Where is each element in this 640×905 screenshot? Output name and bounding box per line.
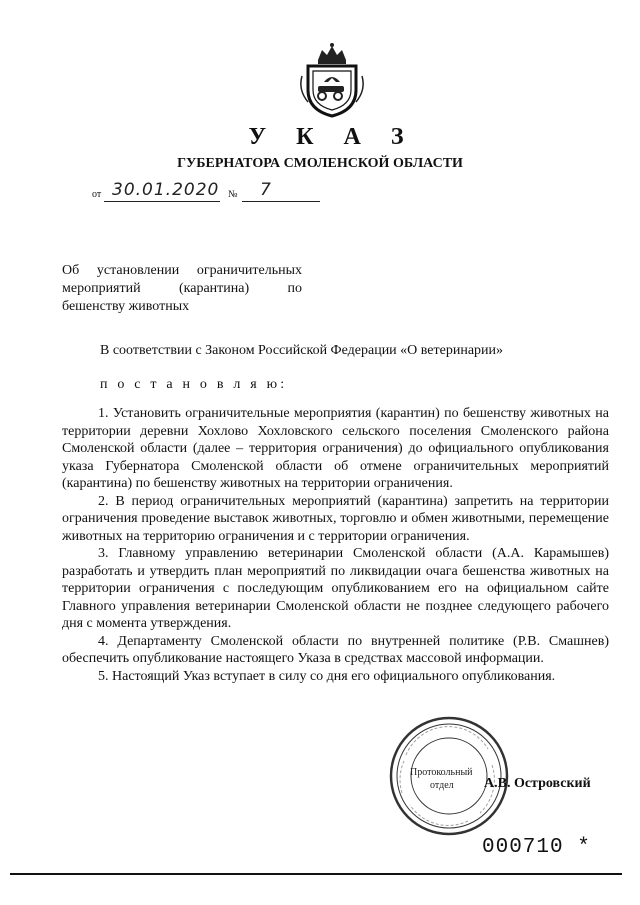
number-value: 7 (260, 180, 272, 200)
paragraph: 3. Главному управлению ветеринарии Смоленской области (А.А. Карамышев) разработать и утвердить план мероприятий по ликвидации очага бешенства животных на территории ограничения с последующим опубликованием его на официальном сайте Главного управления ветеринарии Смоленской области не позднее следующего рабочего дня с момента утверждения. (62, 546, 609, 631)
date-prefix: от (92, 189, 102, 200)
seal-center-line: Протокольный (410, 767, 473, 778)
decree-body (62, 405, 609, 685)
date-value: 30.01.2020 (112, 180, 220, 200)
paragraph: 5. Настоящий Указ вступает в силу со дня его официального опубликования. (98, 668, 556, 684)
subject-line: мероприятий (карантина) по (62, 281, 302, 296)
number-label: № (228, 189, 238, 200)
resolve-word: п о с т а н о в л я ю: (100, 377, 288, 392)
preamble: В соответствии с Законом Российской Федерации «О ветеринарии» (100, 343, 504, 358)
signatory-name: А.В. Островский (484, 776, 591, 791)
subject-line: Об установлении ограничительных (62, 263, 302, 278)
number-underline (242, 201, 320, 202)
paragraph: 2. В период ограничительных мероприятий (карантина) запретить на территории ограничения проведение выставок животных, торговлю и обмен животными, перемещение животных на территорию ограничения и с территории ограничения. (62, 493, 609, 544)
decree-subject (62, 262, 302, 316)
document-title: У К А З (248, 124, 416, 150)
issuer-title: ГУБЕРНАТОРА СМОЛЕНСКОЙ ОБЛАСТИ (177, 156, 463, 171)
footer-rule (10, 873, 622, 875)
paragraph: 1. Установить ограничительные мероприятия (карантин) по бешенству животных на территории деревни Хохлово Хохловского сельского поселения Смоленского района Смоленской области (далее – территория ограничения) до официального опубликования указа Губернатора Смоленской области об отмене ограничительных мероприятий (карантина) по бешенству животных на территории ограничения. (62, 406, 609, 491)
date-underline (104, 201, 220, 202)
paragraph: 4. Департаменту Смоленской области по внутренней политике (Р.В. Смашнев) обеспечить опубликование настоящего Указа в средствах массовой информации. (62, 633, 609, 666)
date-number-line (92, 182, 352, 204)
subject-line: бешенству животных (62, 299, 190, 314)
coat-of-arms-icon (296, 40, 368, 120)
registration-number: 000710 * (482, 836, 591, 859)
seal-center-line: отдел (430, 780, 454, 791)
